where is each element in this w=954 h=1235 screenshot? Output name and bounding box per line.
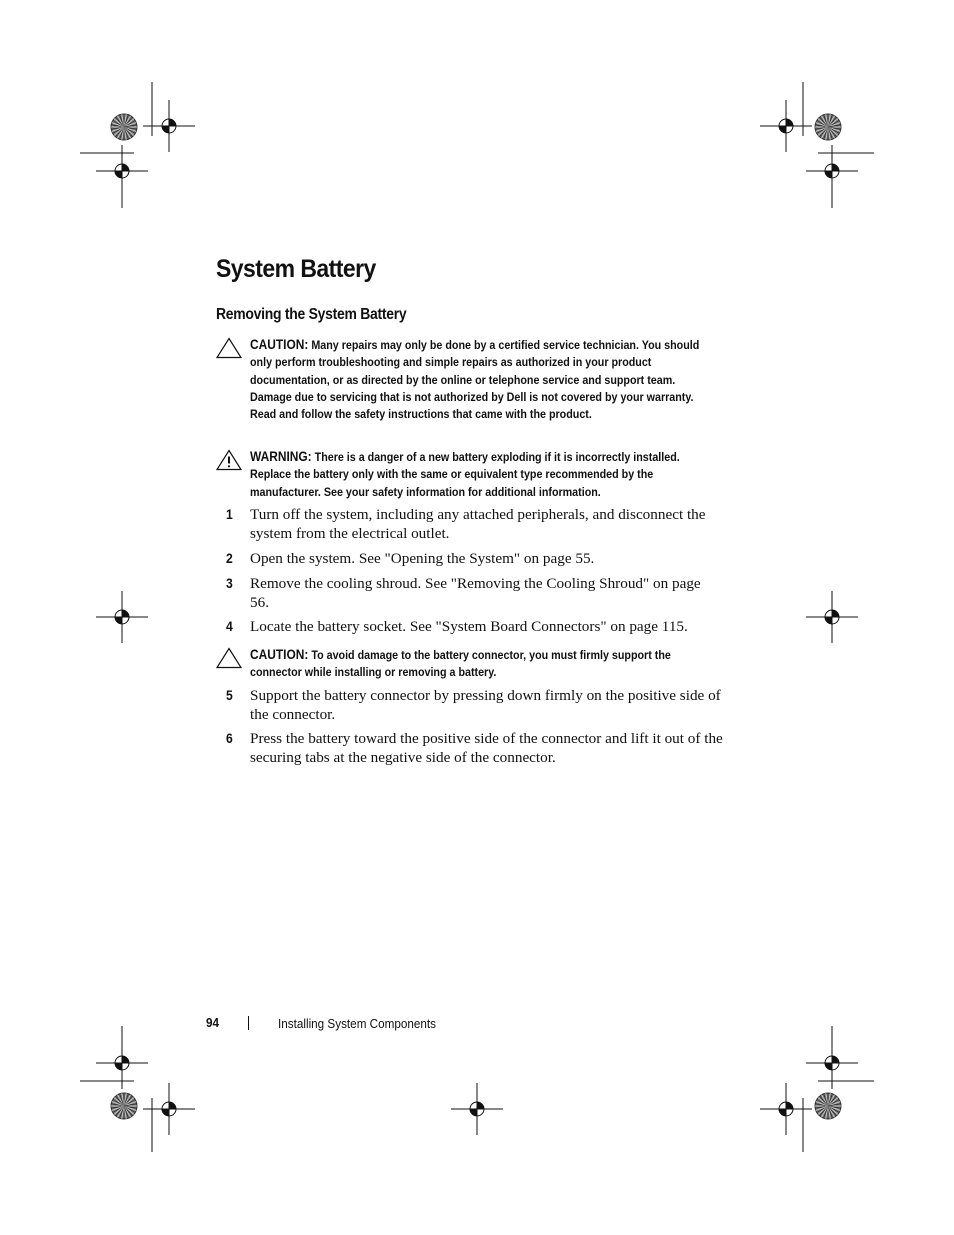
caution-text [250, 336, 717, 423]
step-text: Support the battery connector by pressing down firmly on the positive side of the connector. [250, 687, 721, 723]
registration-target-icon [143, 1083, 195, 1135]
page-title: System Battery [216, 255, 376, 283]
step-number: 2 [226, 551, 233, 566]
caution-label: CAUTION: [250, 337, 309, 352]
step-text: Turn off the system, including any attached peripherals, and disconnect the system from the electrical outlet. [250, 506, 706, 542]
starburst-icon [111, 1093, 137, 1119]
footer-chapter-title: Installing System Components [278, 1016, 437, 1031]
starburst-icon [111, 114, 137, 140]
registration-target-icon [760, 100, 812, 152]
step-text: Press the battery toward the positive side of the connector and lift it out of the securing tabs at the negative side of the connector. [250, 730, 723, 766]
starburst-icon [815, 114, 841, 140]
registration-target-icon [451, 1083, 503, 1135]
starburst-icon [815, 1093, 841, 1119]
registration-target-icon [760, 1083, 812, 1135]
step-text: Open the system. See "Opening the System" on page 55. [250, 550, 595, 567]
step-number: 1 [226, 507, 233, 522]
step-number: 6 [226, 731, 233, 746]
warning-body: There is a danger of a new battery exploding if it is incorrectly installed. Replace the battery only with the same or equivalent type recommended by the manufacturer. See your safety information for additional information. [250, 450, 680, 499]
caution-body: To avoid damage to the battery connector, you must firmly support the connector while installing or removing a battery. [250, 648, 671, 680]
step-number: 3 [226, 576, 233, 591]
section-heading: Removing the System Battery [216, 306, 407, 323]
page-number: 94 [206, 1015, 220, 1030]
warning-triangle-icon [216, 449, 242, 471]
step-text: Remove the cooling shroud. See "Removing the Cooling Shroud" on page 56. [250, 575, 701, 611]
registration-target-icon [143, 100, 195, 152]
registration-target-icon [806, 591, 858, 643]
caution-body: Many repairs may only be done by a certified service technician. You should only perform troubleshooting and simple repairs as authorized in your product documentation, or as directed by the online or telephone service and support team. Damage due to servicing that is not authorized by Dell is not covered by your warranty. Read and follow the safety instructions that came with the product. [250, 338, 700, 422]
step-text: Locate the battery socket. See "System Board Connectors" on page 115. [250, 618, 688, 635]
warning-label: WARNING: [250, 449, 312, 464]
caution-text [250, 646, 717, 682]
caution-triangle-icon [216, 647, 242, 669]
footer-divider [248, 1016, 249, 1030]
registration-target-icon [96, 591, 148, 643]
warning-text [250, 448, 717, 501]
caution-label: CAUTION: [250, 647, 309, 662]
step-number: 4 [226, 619, 233, 634]
step-number: 5 [226, 688, 233, 703]
caution-triangle-icon [216, 337, 242, 359]
